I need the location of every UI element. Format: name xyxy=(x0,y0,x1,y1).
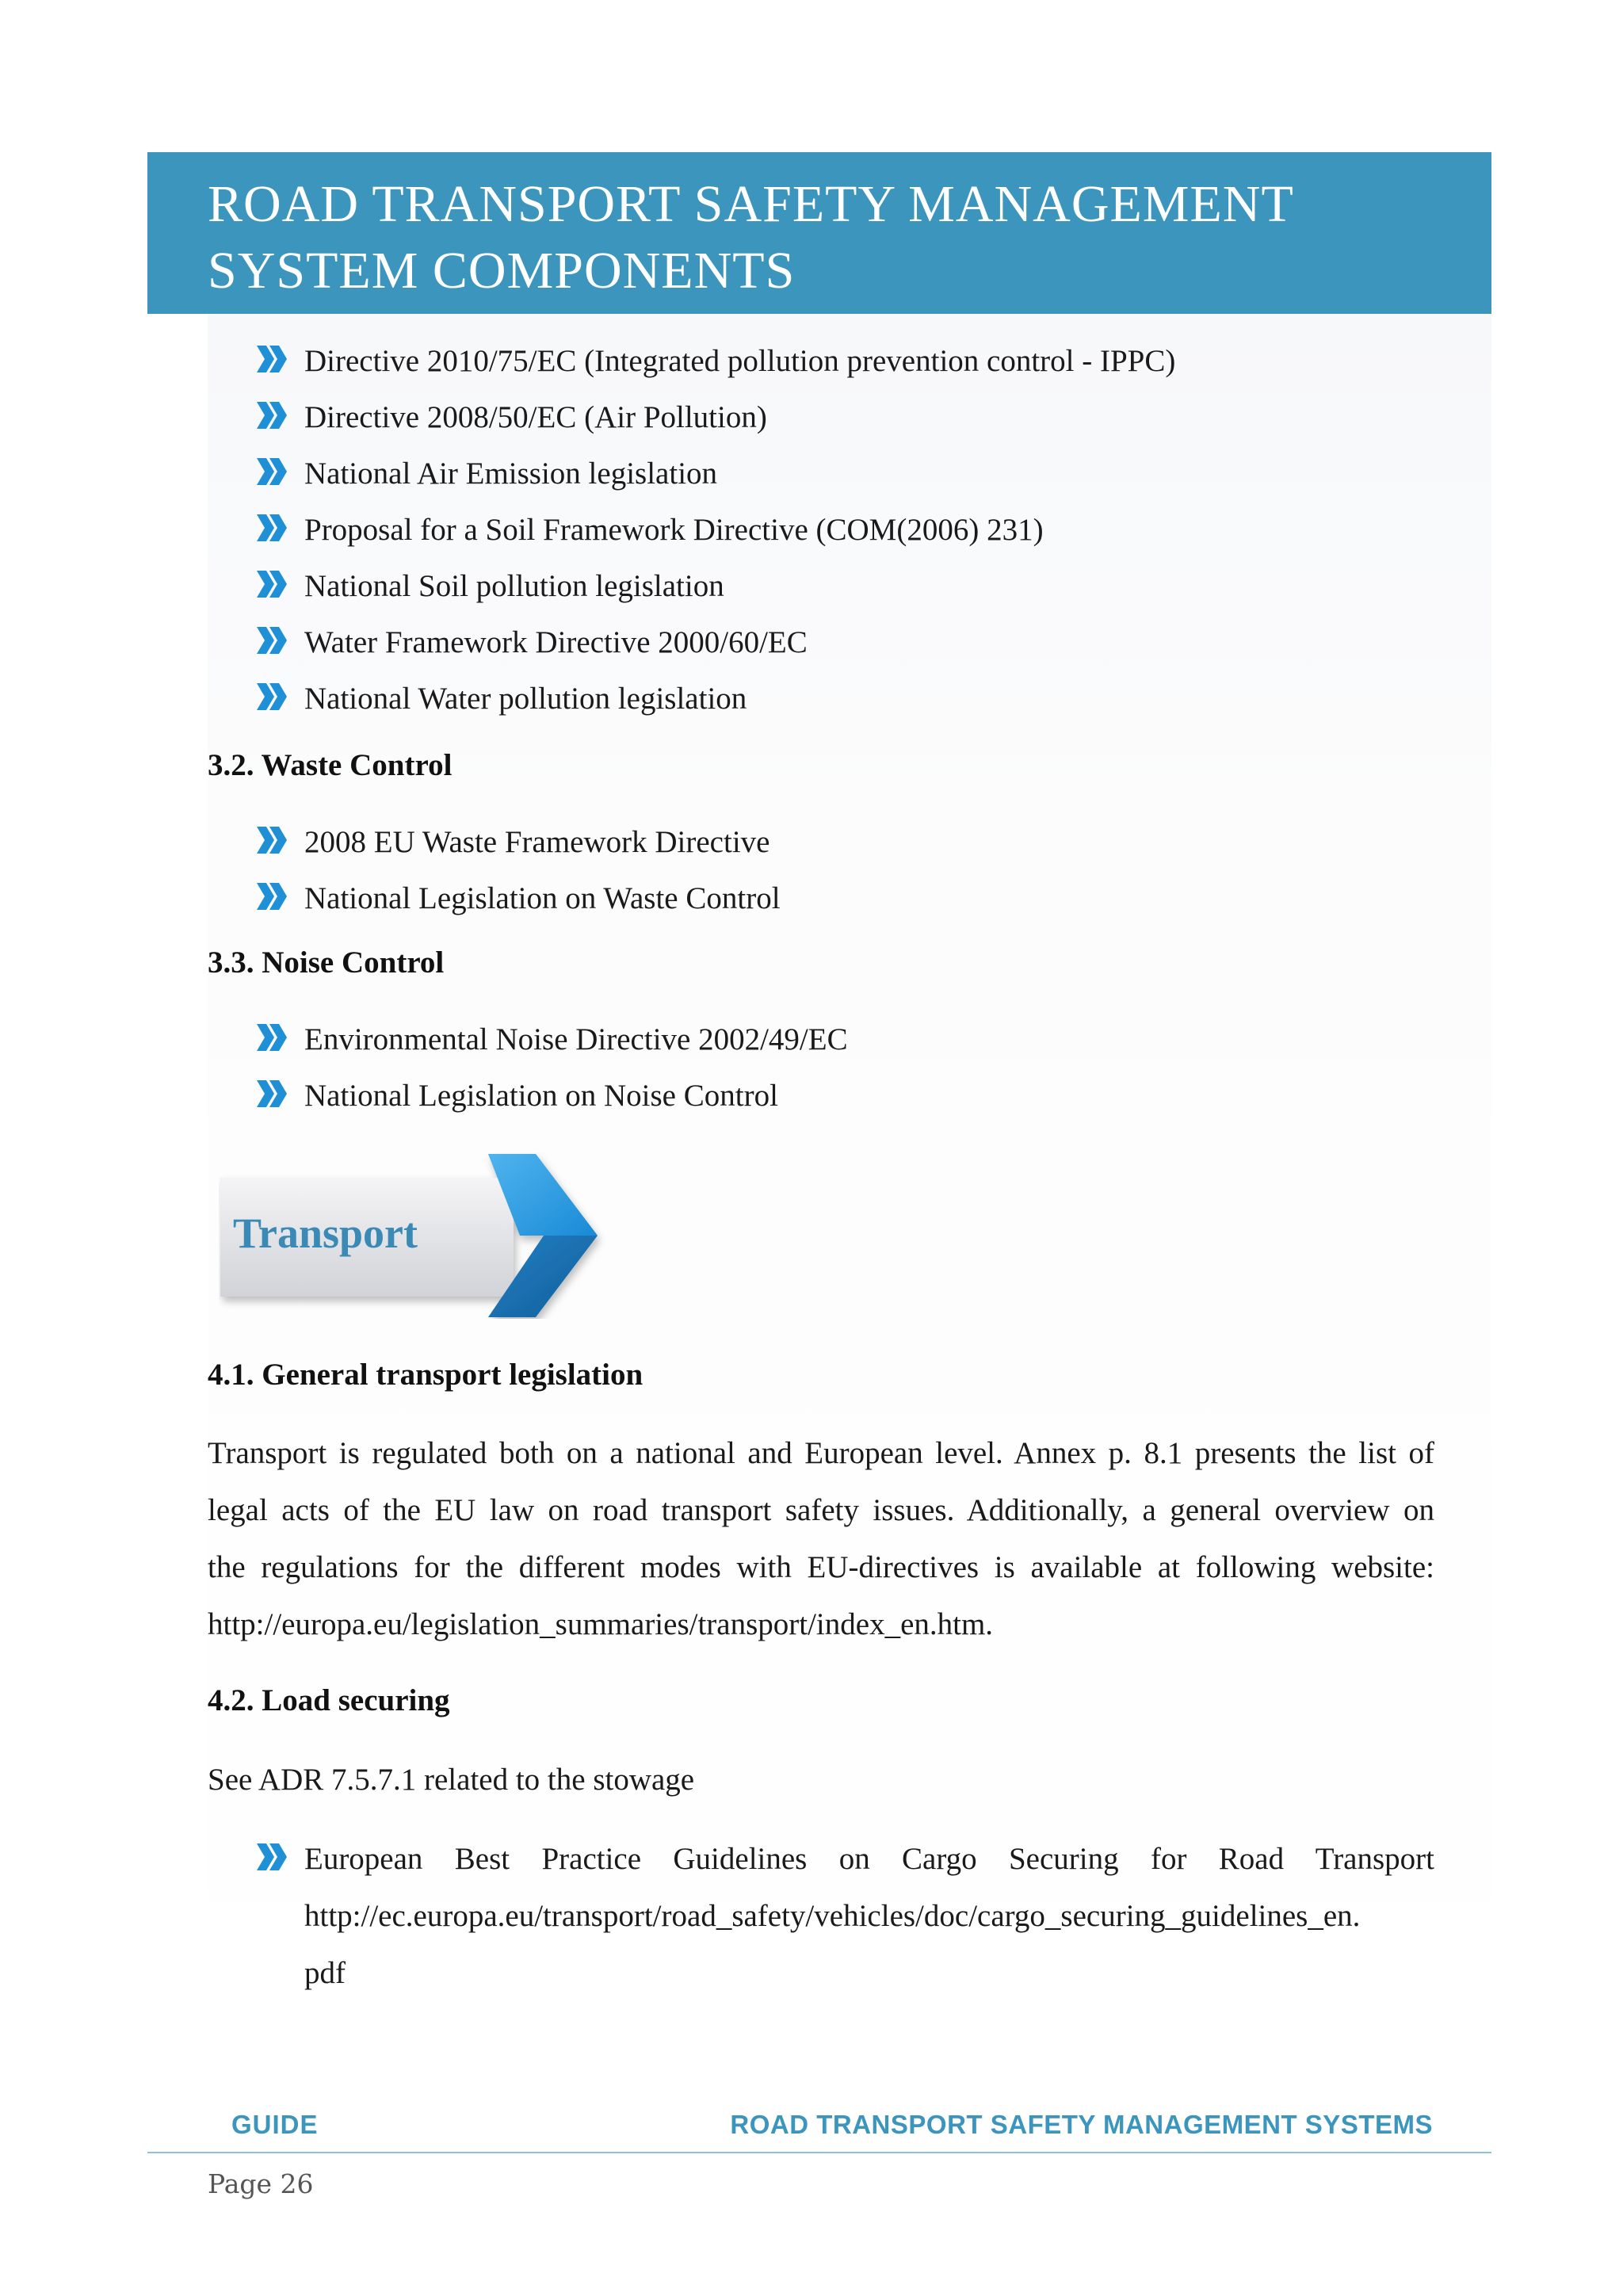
subsection-heading-load-securing: 4.2. Load securing xyxy=(208,1683,450,1717)
list-item-text: National Air Emission legislation xyxy=(304,457,718,491)
paragraph-line: http://europa.eu/legislation_summaries/transport/index_en.htm. xyxy=(208,1607,994,1641)
footer-document-title: ROAD TRANSPORT SAFETY MANAGEMENT SYSTEMS xyxy=(730,2110,1433,2139)
footer-divider xyxy=(147,2152,1491,2153)
paragraph-general-transport xyxy=(208,1425,1434,1653)
double-chevron-right-icon xyxy=(255,1079,290,1109)
double-chevron-right-icon xyxy=(255,625,290,655)
list-item xyxy=(255,399,767,437)
list-item xyxy=(255,567,724,606)
double-chevron-right-icon xyxy=(255,400,290,430)
list-item-text: National Soil pollution legislation xyxy=(304,569,724,603)
paragraph-line: Transport is regulated both on a national and European level. Annex p. 8.1 presents the list of xyxy=(208,1436,1434,1470)
list-item xyxy=(255,1021,848,1059)
paragraph-line: the regulations for the different modes with EU-directives is available at following website: xyxy=(208,1550,1434,1584)
transport-section-banner xyxy=(219,1152,607,1319)
list-item xyxy=(255,680,747,718)
list-item-text: Proposal for a Soil Framework Directive (COM(2006) 231) xyxy=(304,513,1044,547)
double-chevron-right-icon xyxy=(255,825,290,855)
list-item-text: Directive 2010/75/EC (Integrated pollution prevention control - IPPC) xyxy=(304,344,1176,378)
list-item xyxy=(255,624,808,662)
footer-guide-label: GUIDE xyxy=(231,2110,319,2139)
double-chevron-right-icon xyxy=(255,682,290,712)
list-item-text: National Water pollution legislation xyxy=(304,682,747,716)
double-chevron-right-icon xyxy=(255,881,290,911)
list-item-link-text: http://ec.europa.eu/transport/road_safety/vehicles/doc/cargo_securing_guidelines_en. xyxy=(304,1899,1361,1933)
section-title-line-2: SYSTEM COMPONENTS xyxy=(208,242,796,300)
double-chevron-right-icon xyxy=(255,513,290,543)
list-item-text: Directive 2008/50/EC (Air Pollution) xyxy=(304,400,767,434)
double-chevron-right-icon xyxy=(255,344,290,374)
section-title-line-1: ROAD TRANSPORT SAFETY MANAGEMENT xyxy=(208,175,1294,233)
double-chevron-right-icon xyxy=(255,1022,290,1052)
double-chevron-right-icon xyxy=(255,1842,290,1872)
double-chevron-right-icon xyxy=(255,569,290,599)
list-item-text: National Legislation on Noise Control xyxy=(304,1079,778,1113)
list-item-text: 2008 EU Waste Framework Directive xyxy=(304,825,770,859)
list-item-link-text: pdf xyxy=(304,1956,346,1990)
banner-label: Transport xyxy=(233,1209,418,1257)
list-item xyxy=(255,342,1176,380)
list-item xyxy=(255,823,770,861)
list-item xyxy=(255,880,781,918)
subsection-heading-waste: 3.2. Waste Control xyxy=(208,748,453,782)
subsection-heading-noise: 3.3. Noise Control xyxy=(208,946,445,980)
section-header-band xyxy=(147,152,1491,314)
page-number: Page 26 xyxy=(208,2168,314,2199)
list-item-text: Environmental Noise Directive 2002/49/EC xyxy=(304,1022,848,1056)
list-item-text: European Best Practice Guidelines on Cargo Securing for Road Transport xyxy=(304,1842,1434,1876)
list-item xyxy=(255,1077,778,1115)
double-chevron-right-icon xyxy=(255,457,290,487)
load-securing-intro: See ADR 7.5.7.1 related to the stowage xyxy=(208,1763,695,1797)
section-title xyxy=(208,171,1444,304)
list-item xyxy=(255,511,1044,549)
list-item-text: National Legislation on Waste Control xyxy=(304,881,781,915)
paragraph-line: legal acts of the EU law on road transport safety issues. Additionally, a general overview on xyxy=(208,1493,1434,1527)
list-item-text: Water Framework Directive 2000/60/EC xyxy=(304,625,808,659)
list-item xyxy=(255,455,718,493)
subsection-heading-general-transport: 4.1. General transport legislation xyxy=(208,1358,643,1392)
